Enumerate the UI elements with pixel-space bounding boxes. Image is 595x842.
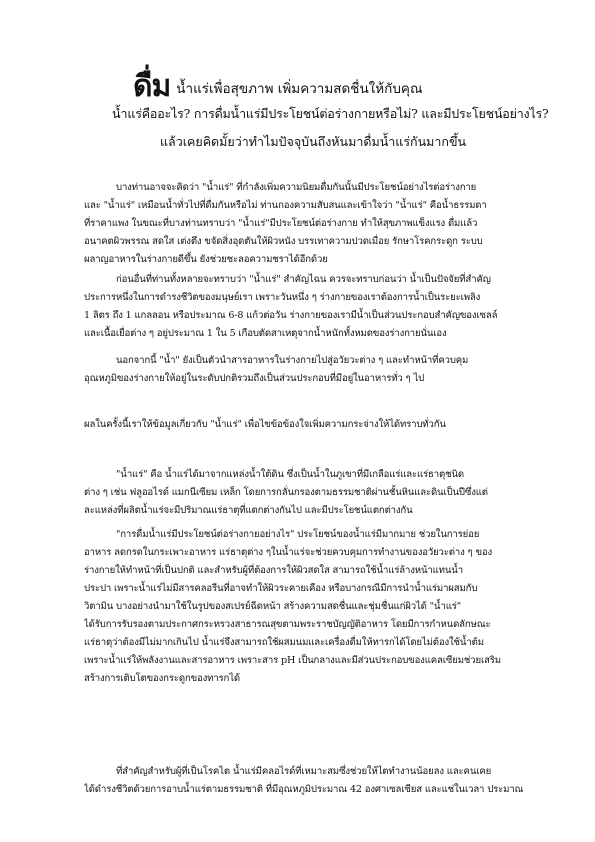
title-row: [133, 62, 553, 102]
paragraph-line: ก่อนอื่นที่ท่านทั้งหลายจะทราบว่า "น้ำแร่" สำคัญไฉน ควรจะทราบก่อนว่า น้ำเป็นปัจจัยที่สำคัญ: [116, 274, 491, 285]
title-big-word: ดื่ม: [133, 69, 171, 104]
subtitle-line-2: แล้วเคยคิดมั้ยว่าทำไมปัจจุบันถึงหันมาดื่มน้ำแร่กันมากขึ้น: [160, 134, 467, 149]
paragraph-line: อนาคตผิวพรรณ สดใส เต่งตึง ขจัดสิ่งอุดตันให้ผิวหนัง บรรเทาความปวดเมื่อย รักษาโรคกระดูก ระบบ: [84, 236, 483, 247]
paragraph-benefits: [84, 526, 534, 688]
paragraph-line: ที่ราคาแพง ในขณะที่บางท่านทราบว่า "น้ำแร่"มีประโยชน์ต่อร่างกาย ทำให้สุขภาพแข็งแรง ดื่มแล้ว: [84, 218, 478, 229]
paragraph-line: อาหาร ลดกรดในกระเพาะอาหาร แร่ธาตุต่าง ๆในน้ำแร่จะช่วยควบคุมการทำงานของอวัยวะต่าง ๆ ของ: [84, 547, 493, 558]
paragraph-line: 1 ลิตร ถึง 1 แกลลอน หรือประมาณ 6-8 แก้วต่อวัน ร่างกายของเรามีน้ำเป็นส่วนประกอบสำคัญของเซลล์: [84, 310, 498, 321]
paragraph-line: บางท่านอาจจะคิดว่า "น้ำแร่" ที่กำลังเพิ่มความนิยมดื่มกันนั้นมีประโยชน์อย่างไรต่อร่างกาย: [116, 182, 477, 193]
section-intro-line: ผลในครั้งนี้เราให้ข้อมูลเกี่ยวกับ "น้ำแร่" เพื่อไขข้อข้องใจเพิ่มความกระจ่างให้ได้ทราบทั่วกัน: [84, 419, 446, 430]
paragraph-line: ได้ดำรงชีวิตด้วยการอาบน้ำแร่ตามธรรมชาติ ที่มีอุณหภูมิประมาณ 42 องศาเซลเซียส และแช่ในเวลา ประมาณ: [84, 784, 524, 795]
paragraph-line: "น้ำแร่" คือ น้ำแร่ได้มาจากแหล่งน้ำใต้ดิน ซึ่งเป็นน้ำในภูเขาที่มีเกลือแร่และแร่ธาตุชนิด: [116, 469, 464, 480]
paragraph-line: สร้างการเติบโตของกระดูกของทารกได้: [84, 673, 240, 684]
paragraph-mineral-water-definition: [84, 466, 534, 520]
subtitle-question: น้ำแร่คืออะไร? การดื่มน้ำแร่มีประโยชน์ต่อร่างกายหรือไม่? และมีประโยชน์อย่างไร?: [112, 106, 549, 121]
paragraph-line: ละแหล่งที่ผลิตน้ำแร่จะมีปริมาณแร่ธาตุที่แตกต่างกันไป และมีประโยชน์แตกต่างกัน: [84, 505, 413, 516]
paragraph-kidney: [84, 763, 534, 799]
paragraph-water-functions: [84, 352, 534, 388]
paragraph-line: ประปา เพราะน้ำแร่ไม่มีสารคลอรีนที่อาจทำให้ผิวระคายเคือง หรือบางกรณีมีการนำน้ำแร่มาผสมกับ: [84, 583, 478, 594]
paragraph-intro: [84, 179, 534, 269]
paragraph-line: เพราะน้ำแร่ให้พลังงานและสารอาหาร เพราะสาร pH เป็นกลางและมีส่วนประกอบของแคลเซียมช่วยเสริม: [84, 655, 501, 666]
paragraph-line: วิตามิน บางอย่างนำมาใช้ในรูปของสเปรย์ฉีดหน้า สร้างความสดชื่นและชุ่มชื่นแก่ผิวได้ "น้ำแร่": [84, 601, 462, 612]
paragraph-line: นอกจากนี้ "น้ำ" ยังเป็นตัวนำสารอาหารในร่างกายไปสู่อวัยวะต่าง ๆ และทำหน้าที่ควบคุม: [116, 355, 469, 366]
paragraph-line: ผลาญอาหารในร่างกายดีขึ้น ยังช่วยชะลอความชราได้อีกด้วย: [84, 254, 328, 265]
paragraph-line: ประการหนึ่งในการดำรงชีวิตของมนุษย์เรา เพราะวันหนึ่ง ๆ ร่างกายของเราต้องการน้ำเป็นระยะเพลิง: [84, 292, 481, 303]
paragraph-line: ร่างกายให้ทำหน้าที่เป็นปกติ และสำหรับผู้ที่ต้องการให้ผิวสดใส สามารถใช้น้ำแร่ล้างหน้าแทนน้ำ: [84, 565, 464, 576]
paragraph-line: แร่ธาตุว่าต้องมีไม่มากเกินไป น้ำแร่จึงสามารถใช้ผสมนมและเครื่องดื่มให้ทารกได้โดยไม่ต้องใช้น้ำต้ม: [84, 637, 484, 648]
paragraph-line: ได้รับการรับรองตามประกาศกระทรวงสาธารณสุขตามพระราชบัญญัติอาหาร โดยมีการกำหนดลักษณะ: [84, 619, 491, 630]
paragraph-line: และเนื้อเยื่อต่าง ๆ อยู่ประมาณ 1 ใน 5 เกือบตัดสาเหตุจากน้ำหนักทั้งหมดของร่างกายนั่นเอง: [84, 328, 447, 339]
paragraph-line: ต่าง ๆ เช่น ฟลูออไรด์ แมกนีเซียม เหล็ก โดยการกลั่นกรองตามธรรมชาติผ่านชั้นหินและดินเป็นปีซึ่งแต่: [84, 487, 488, 498]
paragraph-line: "การดื่มน้ำแร่มีประโยชน์ต่อร่างกายอย่างไร" ประโยชน์ของน้ำแร่มีมากมาย ช่วยในการย่อย: [116, 529, 480, 540]
paragraph-line: ที่สำคัญสำหรับผู้ที่เป็นโรคไต น้ำแร่มีคลอไรด์ที่เหมาะสมซึ่งช่วยให้ไตทำงานน้อยลง และคนเคย: [116, 766, 492, 777]
paragraph-line: อุณหภูมิของร่างกายให้อยู่ในระดับปกติรวมถึงเป็นส่วนประกอบที่มีอยู่ในอาหารทั่ว ๆ ไป: [84, 373, 425, 384]
title-text: น้ำแร่เพื่อสุขภาพ เพิ่มความสดชื่นให้กับคุณ: [176, 81, 423, 97]
paragraph-line: และ "น้ำแร่" เหมือนน้ำทั่วไปที่ดื่มกันหรือไม่ ท่านกองความสับสนและเข้าใจว่า "น้ำแร่" คือน้ำธรรมดา: [84, 200, 487, 211]
paragraph-water-importance: [84, 271, 534, 343]
